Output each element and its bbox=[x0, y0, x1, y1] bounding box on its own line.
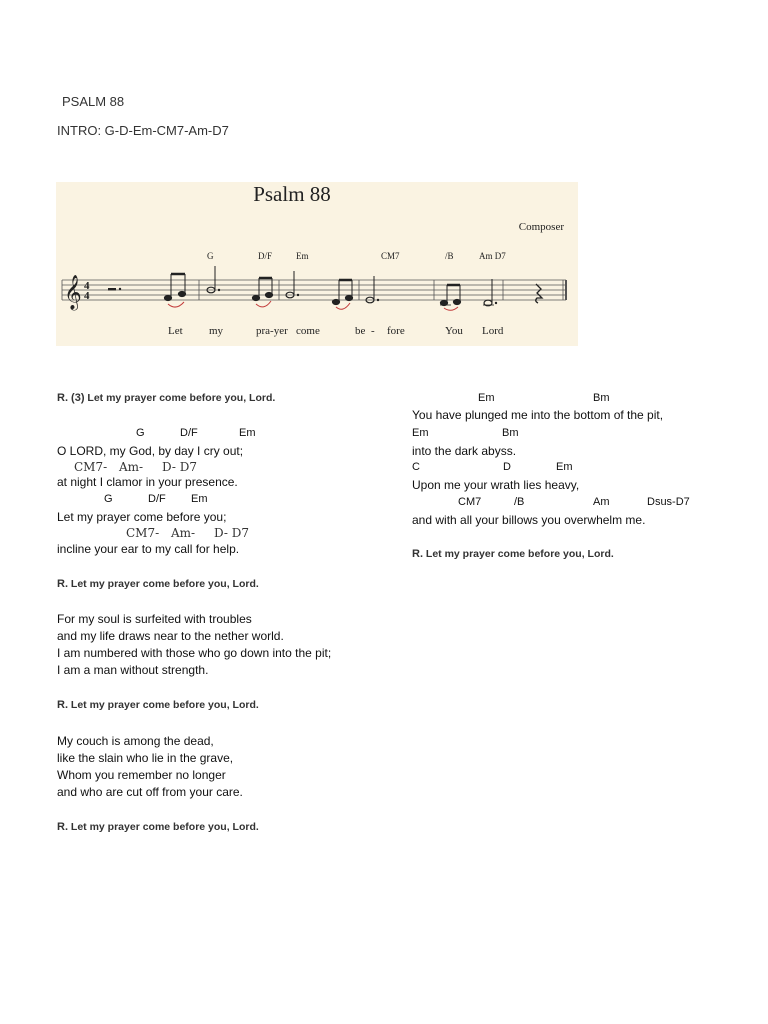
chord: /B bbox=[514, 496, 525, 508]
lyric-line: Let my prayer come before you; bbox=[57, 510, 227, 524]
chord: D- D7 bbox=[162, 460, 197, 474]
lyric-line: Whom you remember no longer bbox=[57, 768, 226, 782]
chord: D/F bbox=[148, 493, 166, 505]
response bbox=[57, 393, 275, 404]
score-chord: /B bbox=[445, 251, 454, 261]
chord: Am bbox=[593, 496, 610, 508]
lyric-line: Upon me your wrath lies heavy, bbox=[412, 478, 580, 492]
chord: G bbox=[104, 493, 113, 505]
chord: D- D7 bbox=[214, 526, 249, 540]
sheet-music-image bbox=[56, 182, 578, 346]
score-chord: D/F bbox=[258, 251, 273, 261]
response bbox=[57, 700, 259, 711]
lyric-line: and my life draws near to the nether world. bbox=[57, 629, 284, 643]
score-lyric: be bbox=[355, 325, 366, 337]
score-lyric: - bbox=[371, 325, 375, 337]
response-prefix: R. bbox=[57, 578, 68, 590]
response bbox=[57, 822, 259, 833]
chord: Em bbox=[478, 392, 495, 404]
response-prefix: R. (3) bbox=[57, 392, 85, 404]
chord: D/F bbox=[180, 427, 198, 439]
staff bbox=[62, 280, 566, 300]
chord: Am- bbox=[119, 460, 144, 474]
response-text: Let my prayer come before you, Lord. bbox=[70, 699, 259, 711]
response-prefix: R. bbox=[57, 699, 68, 711]
chord: CM7- bbox=[74, 460, 108, 474]
chord: Em bbox=[412, 427, 429, 439]
sheet-music-svg bbox=[56, 182, 578, 346]
chord: Bm bbox=[593, 392, 610, 404]
lyric-line: and with all your billows you overwhelm me. bbox=[412, 513, 646, 527]
lyric-line: For my soul is surfeited with troubles bbox=[57, 612, 252, 626]
score-chord: CM7 bbox=[381, 251, 400, 261]
chord: Em bbox=[191, 493, 208, 505]
chord: C bbox=[412, 461, 420, 473]
page-title: PSALM 88 bbox=[62, 94, 125, 109]
time-signature-top: 4 bbox=[84, 280, 90, 292]
chord: G bbox=[136, 427, 145, 439]
score-chord: Em bbox=[296, 251, 309, 261]
score-lyric: pra-yer bbox=[256, 325, 288, 337]
response-text: Let my prayer come before you, Lord. bbox=[70, 578, 259, 590]
lyric-line: You have plunged me into the bottom of the pit, bbox=[412, 408, 664, 422]
intro-chords: INTRO: G-D-Em-CM7-Am-D7 bbox=[57, 123, 229, 138]
response-text: Let my prayer come before you, Lord. bbox=[87, 392, 276, 404]
score-lyric: Lord bbox=[482, 325, 504, 337]
chord: Em bbox=[556, 461, 573, 473]
chord: Am- bbox=[171, 526, 196, 540]
response-text: Let my prayer come before you, Lord. bbox=[425, 548, 614, 560]
score-composer: Composer bbox=[518, 221, 564, 233]
lyric-line: into the dark abyss. bbox=[412, 444, 517, 458]
treble-clef-icon: 𝄞 bbox=[64, 275, 82, 310]
chord: Em bbox=[239, 427, 256, 439]
lyric-line: like the slain who lie in the grave, bbox=[57, 751, 234, 765]
response bbox=[57, 579, 259, 590]
response-prefix: R. bbox=[412, 548, 423, 560]
response-prefix: R. bbox=[57, 821, 68, 833]
score-lyric: Let bbox=[168, 325, 183, 337]
lyric-line: and who are cut off from your care. bbox=[57, 785, 243, 799]
chord: Dsus-D7 bbox=[647, 496, 690, 508]
lyric-line: My couch is among the dead, bbox=[57, 734, 214, 748]
slurs bbox=[168, 301, 458, 310]
score-lyric: You bbox=[445, 325, 463, 337]
lyric-line: O LORD, my God, by day I cry out; bbox=[57, 444, 244, 458]
lyric-line: incline your ear to my call for help. bbox=[57, 542, 240, 556]
chord: CM7 bbox=[458, 496, 482, 508]
score-chord: Am D7 bbox=[479, 251, 506, 261]
response-text: Let my prayer come before you, Lord. bbox=[70, 821, 259, 833]
response bbox=[412, 549, 614, 560]
chord: CM7- bbox=[126, 526, 160, 540]
lyric-line: at night I clamor in your presence. bbox=[57, 475, 238, 489]
score-lyric: come bbox=[296, 325, 320, 337]
score-lyric: fore bbox=[387, 325, 405, 337]
chord: Bm bbox=[502, 427, 519, 439]
score-title: Psalm 88 bbox=[253, 182, 331, 206]
score-lyric: my bbox=[209, 325, 224, 337]
time-signature-bottom: 4 bbox=[84, 290, 90, 302]
chord: D bbox=[503, 461, 511, 473]
lyric-line: I am numbered with those who go down into the pit; bbox=[57, 646, 332, 660]
lyric-line: I am a man without strength. bbox=[57, 663, 209, 677]
score-chord: G bbox=[207, 251, 214, 261]
